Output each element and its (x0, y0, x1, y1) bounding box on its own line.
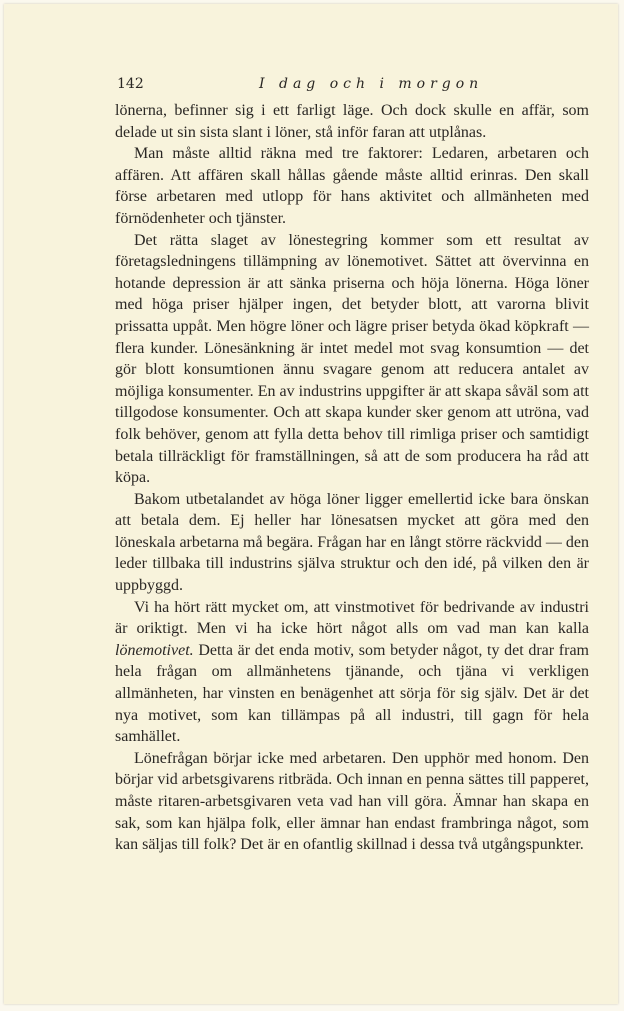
body-text (115, 100, 589, 856)
paragraph: Lönefrågan börjar icke med arbetaren. Den upphör med honom. Den börjar vid arbetsgivarens ritbräda. Och innan en penna sättes till papperet, måste ritaren-arbetsgivaren veta vad han vill göra. Ämnar han skapa en sak, som kan hjälpa folk, eller ämnar han endast frambringa något, som kan säljas till folk? Det är en ofantlig skillnad i dessa två utgångspunkter. (115, 749, 589, 854)
paragraph-text: Vi ha hört rätt mycket om, att vinstmotivet för bedrivande av industri är oriktigt. Men vi ha icke hört något alls om vad man kan kalla (115, 598, 589, 638)
running-title: I dag och i morgon (259, 76, 484, 92)
book-page (4, 4, 618, 1004)
paragraph: Bakom utbetalandet av höga löner ligger emellertid icke bara önskan att betala dem. Ej heller har lönesatsen mycket att göra med den löneskala arbetarna må begära. Frågan har en långt större räckvidd — den leder tillbaka till industrins själva struktur och den idé, på vilken den är uppbyggd. (115, 490, 589, 595)
emphasized-term: lönemotivet. (115, 641, 194, 659)
paragraph: Det rätta slaget av lönestegring kommer som ett resultat av företagsledningens tillämpning av lönemotivet. Sättet att övervinna en hotande depression är att sänka priserna och höja lönerna. Höga löner med höga priser hjälper ingen, det betyder blott, att varorna blivit prissatta uppåt. Men högre löner och lägre priser betyda ökad köpkraft — flera kunder. Lönesänkning är intet medel mot svag konsumtion — det gör blott konsumtionen ännu svagare genom att reducera antalet av möjliga konsumenter. En av industrins uppgifter är att skapa såväl som att tillgodose konsumenter. Och att skapa kunder sker genom att utröna, vad folk behöver, genom att fylla detta behov till rimliga priser och samtidigt betala tillräckligt för framställningen, så att de som producera ha råd att köpa. (115, 231, 589, 487)
paragraph (115, 597, 589, 748)
paragraph-continued: lönerna, befinner sig i ett farligt läge. Och dock skulle en affär, som delade ut sin sista slant i löner, stå inför faran att utplånas. (115, 102, 589, 141)
page-header (117, 76, 599, 98)
page-number: 142 (117, 76, 144, 92)
paragraph: Man måste alltid räkna med tre faktorer: Ledaren, arbetaren och affären. Att affären skall hållas gående måste alltid erinras. Den skall förse arbetaren med utlopp för hans aktivitet och allmänheten med förnödenheter och tjänster. (115, 145, 589, 227)
paragraph-text: Detta är det enda motiv, som betyder något, ty det drar fram hela frågan om allmänhetens tjänande, och tjäna vi verkligen allmänheten, har vinsten en benägenhet att sörja för sig själv. Det är det nya motivet, som kan tillämpas på all industri, till gagn för hela samhället. (115, 641, 589, 746)
